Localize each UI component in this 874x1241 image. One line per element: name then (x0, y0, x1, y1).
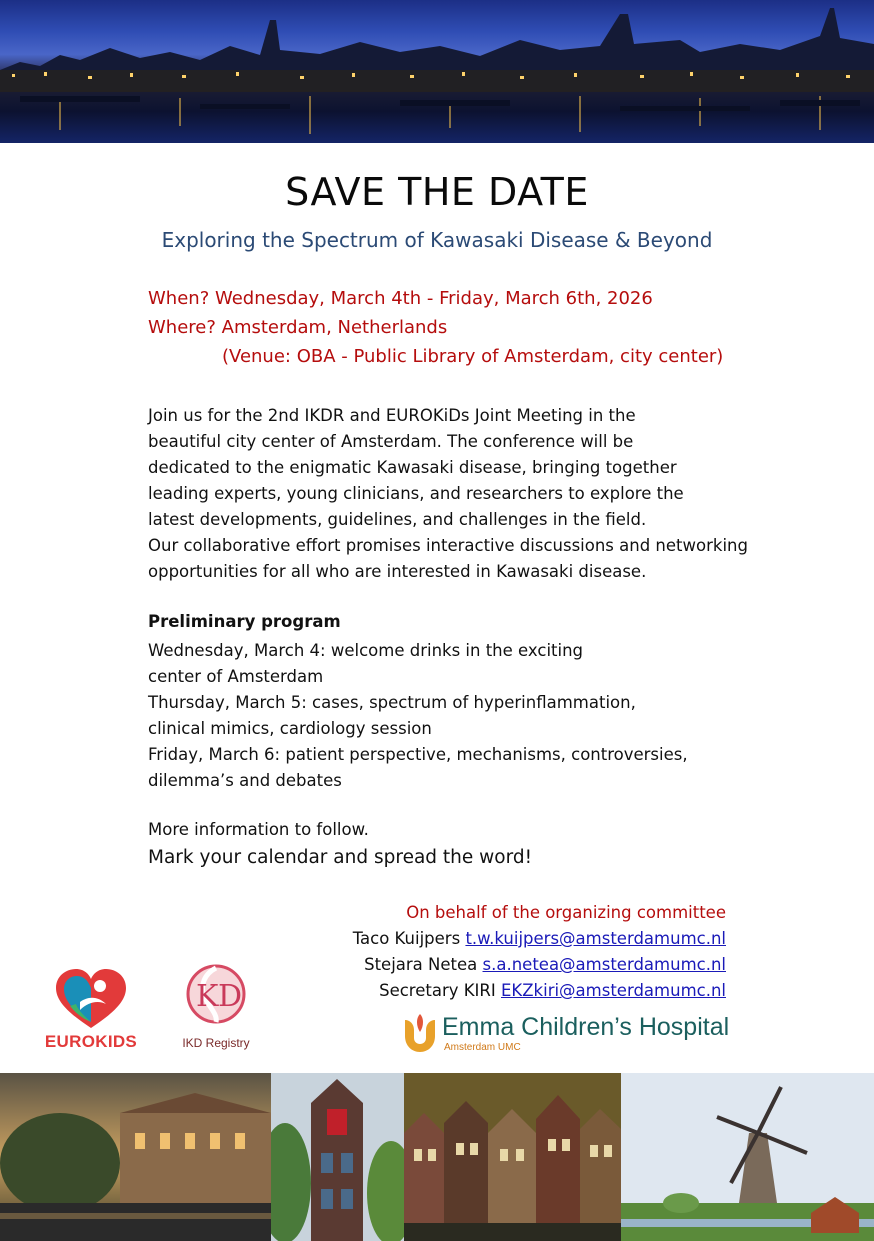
intro-line: Join us for the 2nd IKDR and EUROKiDs Joint Meeting in the (148, 406, 636, 425)
photo-windmill (621, 1073, 874, 1241)
program-line: dilemma’s and debates (148, 771, 342, 790)
program-line: center of Amsterdam (148, 667, 324, 686)
emma-logo-sub: Amsterdam UMC (444, 1042, 521, 1053)
email-link-taco[interactable]: t.w.kuijpers@amsterdamumc.nl (465, 929, 726, 948)
contact-name: Secretary KIRI (379, 981, 501, 1000)
eurokids-logo (40, 966, 142, 1052)
intro-line: latest developments, guidelines, and challenges in the field. (148, 510, 647, 529)
tulip-icon (402, 1012, 438, 1054)
page-subtitle: Exploring the Spectrum of Kawasaki Disease & Beyond (161, 228, 713, 252)
program-heading: Preliminary program (148, 612, 341, 631)
intro-line: dedicated to the enigmatic Kawasaki disease, bringing together (148, 458, 677, 477)
intro-line: opportunities for all who are interested in Kawasaki disease. (148, 562, 647, 581)
photo-canal-houses-row (404, 1073, 621, 1241)
eurokids-logo-text: EUROKIDS (44, 1032, 138, 1051)
program-line: Wednesday, March 4: welcome drinks in the exciting (148, 641, 584, 660)
contact-name: Stejara Netea (364, 955, 483, 974)
photo-strip (0, 1073, 874, 1241)
behalf-text: On behalf of the organizing committee (406, 903, 726, 922)
intro-line: beautiful city center of Amsterdam. The conference will be (148, 432, 634, 451)
more-info-text: More information to follow. (148, 820, 369, 839)
svg-text:K: K (196, 979, 219, 1014)
mark-calendar-text: Mark your calendar and spread the word! (148, 847, 533, 868)
emma-logo-name: Emma Children’s Hospital (442, 1013, 730, 1041)
program-list (148, 638, 688, 794)
event-venue: (Venue: OBA - Public Library of Amsterdam, city center) (222, 346, 724, 367)
program-line: Thursday, March 5: cases, spectrum of hyperinflammation, (148, 693, 636, 712)
page-title: SAVE THE DATE (285, 170, 589, 214)
contact-name: Taco Kuijpers (352, 929, 466, 948)
contact-stejara (364, 955, 726, 974)
event-where: Where? Amsterdam, Netherlands (148, 317, 448, 338)
email-link-stejara[interactable]: s.a.netea@amsterdamumc.nl (482, 955, 726, 974)
intro-paragraph (148, 403, 788, 585)
photo-canal-house (271, 1073, 404, 1241)
ikd-logo-text: IKD Registry (182, 1036, 250, 1050)
ikd-emblem-icon (174, 962, 258, 1028)
ikd-registry-logo (174, 962, 258, 1052)
contact-secretary (379, 981, 726, 1000)
svg-text:D: D (218, 979, 243, 1014)
program-line: Friday, March 6: patient perspective, mechanisms, controversies, (148, 745, 688, 764)
intro-line: Our collaborative effort promises interactive discussions and networking (148, 536, 748, 555)
program-line: clinical mimics, cardiology session (148, 719, 432, 738)
intro-line: leading experts, young clinicians, and researchers to explore the (148, 484, 684, 503)
contact-taco (353, 929, 726, 948)
header-banner-image (0, 0, 874, 143)
photo-library-building (0, 1073, 271, 1241)
email-link-secretary[interactable]: EKZkiri@amsterdamumc.nl (501, 981, 726, 1000)
event-when: When? Wednesday, March 4th - Friday, March 6th, 2026 (148, 288, 653, 309)
heart-icon (40, 966, 142, 1032)
emma-hospital-logo (402, 1012, 730, 1056)
